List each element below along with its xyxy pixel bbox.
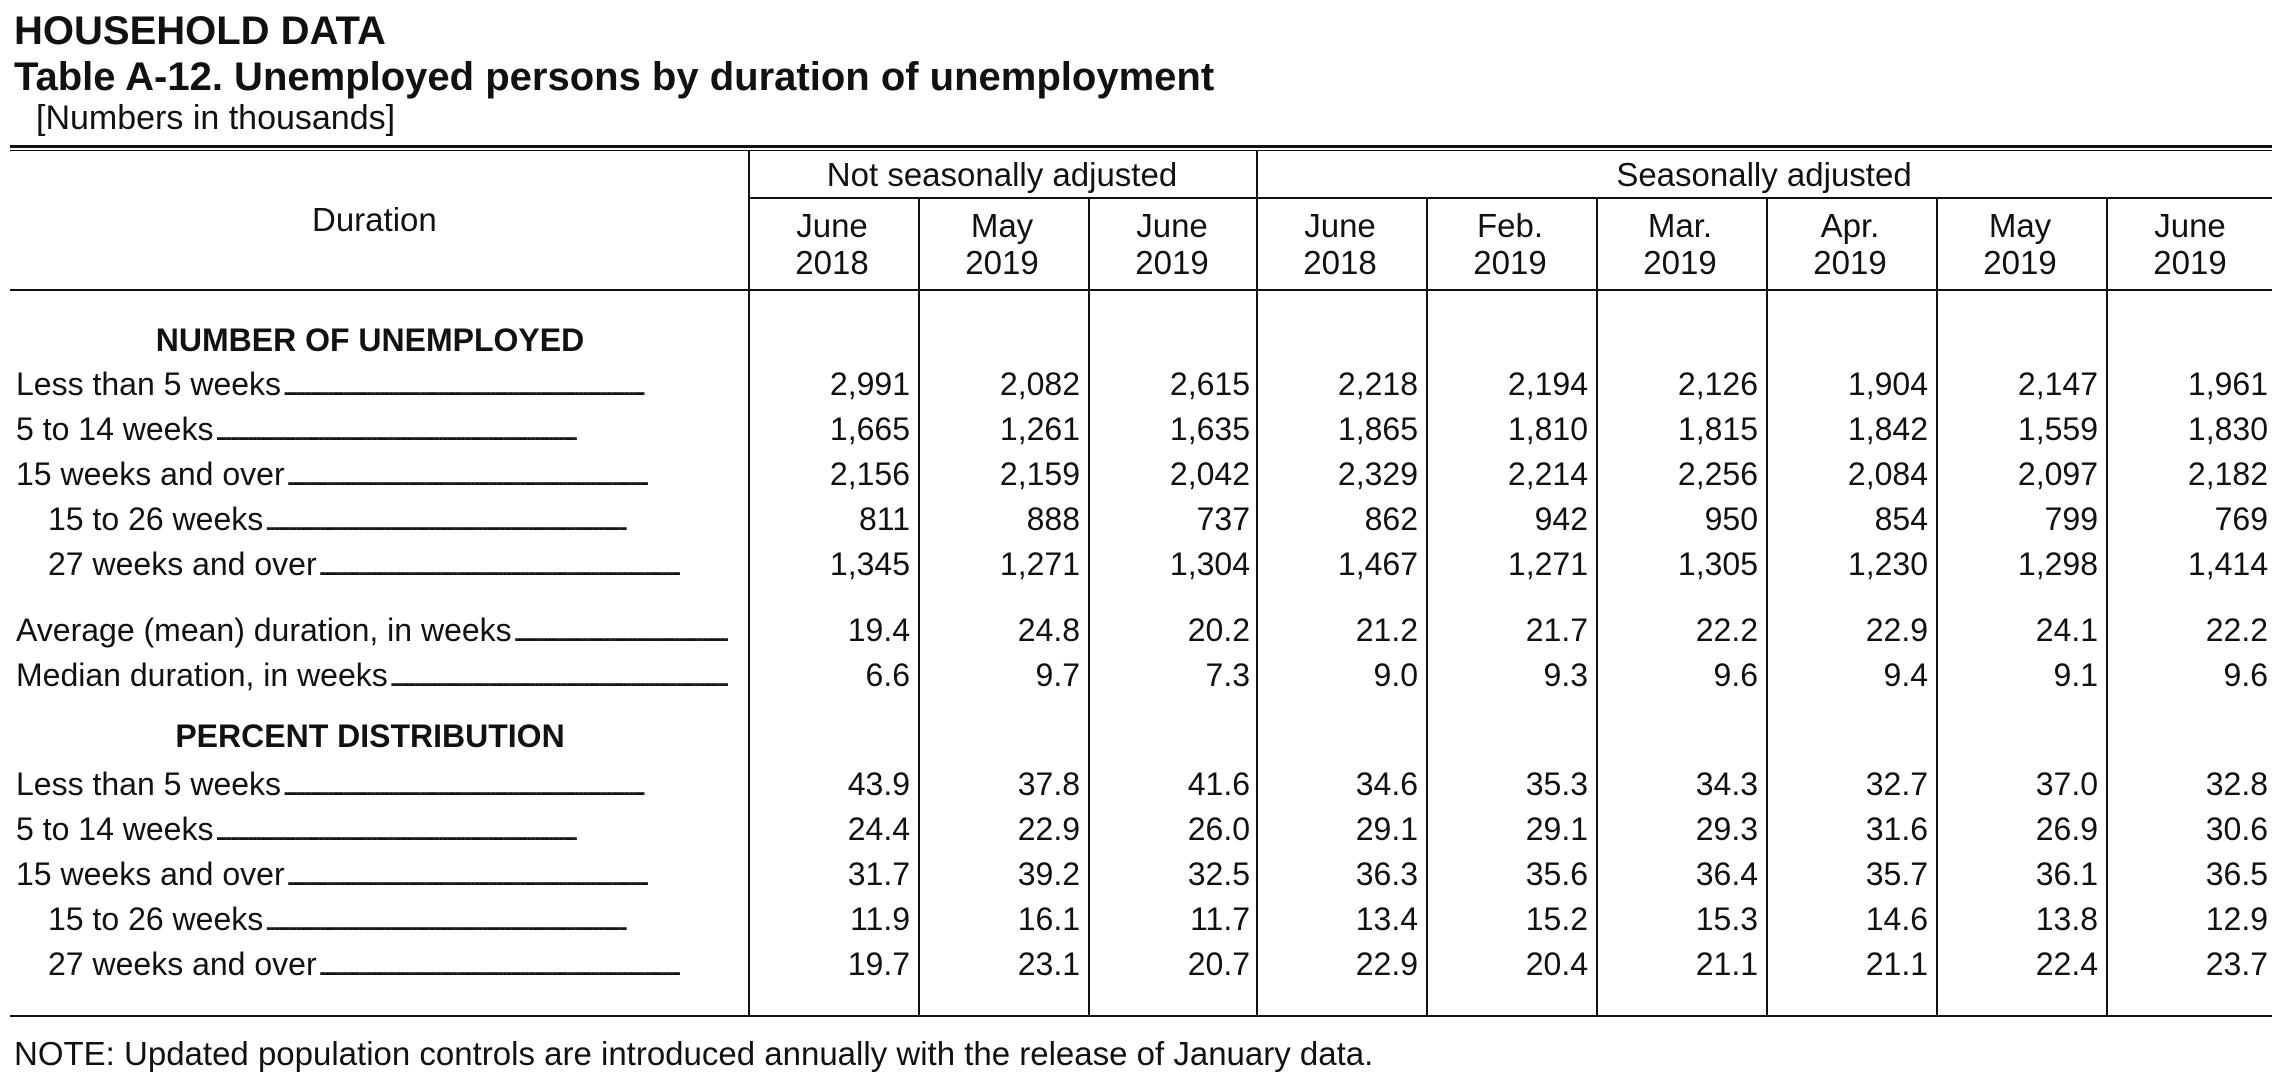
table-cell: 2,991 [829, 366, 910, 402]
table-cell: 36.3 [1355, 856, 1418, 892]
column-header [748, 207, 916, 281]
column-header-year: 2019 [1473, 244, 1547, 281]
table-cell: 22.9 [1355, 946, 1418, 982]
table-row [0, 407, 2272, 451]
table-cell: 39.2 [1017, 856, 1080, 892]
table-cell: 34.3 [1695, 766, 1758, 802]
table-cell: 34.6 [1355, 766, 1418, 802]
table-row [0, 942, 2272, 986]
table-cell: 21.7 [1525, 612, 1588, 648]
table-cell: 2,082 [999, 366, 1080, 402]
column-header [1936, 207, 2104, 281]
table-cell: 811 [858, 501, 910, 537]
table-cell: 11.9 [850, 901, 910, 937]
row-label: 15 to 26 weeks . . . [48, 497, 728, 541]
table-cell: 1,304 [1169, 546, 1250, 582]
table-cell: 1,961 [2187, 366, 2268, 402]
column-header-year: 2019 [1983, 244, 2057, 281]
stub-header: Duration [312, 201, 437, 238]
table-cell: 15.3 [1695, 901, 1758, 937]
column-header-month: June [2154, 207, 2226, 244]
table-cell: 12.9 [2205, 901, 2268, 937]
table-cell: 32.7 [1865, 766, 1928, 802]
table-cell: 1,271 [999, 546, 1080, 582]
row-label: 15 weeks and over . . . [16, 452, 728, 496]
table-cell: 29.1 [1355, 811, 1418, 847]
table-cell: 1,271 [1507, 546, 1588, 582]
row-label: 27 weeks and over . . . [48, 942, 728, 986]
column-header-month: June [1136, 207, 1208, 244]
row-label: Less than 5 weeks . . . [16, 362, 728, 406]
table-cell: 16.1 [1017, 901, 1080, 937]
group-header-sa: Seasonally adjusted [1616, 156, 1912, 193]
table-cell: 1,414 [2187, 546, 2268, 582]
table-cell: 769 [2214, 501, 2268, 537]
row-label: 5 to 14 weeks . . . [16, 407, 728, 451]
table-cell: 1,815 [1677, 411, 1758, 447]
section-number-unemployed: NUMBER OF UNEMPLOYED [155, 322, 585, 358]
table-cell: 9.6 [1713, 657, 1758, 693]
table-cell: 14.6 [1865, 901, 1928, 937]
table-cell: 9.1 [2053, 657, 2098, 693]
table-cell: 37.8 [1017, 766, 1080, 802]
table-cell: 2,126 [1677, 366, 1758, 402]
table-cell: 22.9 [1017, 811, 1080, 847]
column-header-month: June [796, 207, 868, 244]
column-header-month: Apr. [1820, 207, 1880, 244]
table-cell: 20.2 [1187, 612, 1250, 648]
table-cell: 9.3 [1543, 657, 1588, 693]
table-cell: 23.7 [2205, 946, 2268, 982]
table-cell: 1,865 [1337, 411, 1418, 447]
table-cell: 30.6 [2205, 811, 2268, 847]
column-header [1088, 207, 1256, 281]
table-cell: 22.9 [1865, 612, 1928, 648]
table-cell: 2,329 [1337, 456, 1418, 492]
table-cell: 19.4 [847, 612, 910, 648]
table-cell: 31.6 [1865, 811, 1928, 847]
top-rule-thick [10, 145, 2272, 148]
table-row [0, 852, 2272, 896]
table-cell: 1,842 [1847, 411, 1928, 447]
row-label: 15 to 26 weeks . . . [48, 897, 728, 941]
table-cell: 37.0 [2035, 766, 2098, 802]
table-cell: 854 [1874, 501, 1928, 537]
table-cell: 29.1 [1525, 811, 1588, 847]
table-cell: 2,159 [999, 456, 1080, 492]
bottom-rule [10, 1015, 2272, 1017]
table-cell: 1,467 [1337, 546, 1418, 582]
column-header-year: 2019 [965, 244, 1039, 281]
table-cell: 19.7 [847, 946, 910, 982]
column-header-year: 2019 [1813, 244, 1887, 281]
table-cell: 11.7 [1190, 901, 1250, 937]
table-cell: 23.1 [1017, 946, 1080, 982]
table-cell: 36.5 [2205, 856, 2268, 892]
table-cell: 26.0 [1187, 811, 1250, 847]
table-cell: 1,665 [829, 411, 910, 447]
table-cell: 7.3 [1205, 657, 1250, 693]
column-header-month: May [1988, 207, 2052, 244]
table-row [0, 497, 2272, 541]
row-label: 15 weeks and over . . . [16, 852, 728, 896]
column-header [1596, 207, 1764, 281]
table-row [0, 897, 2272, 941]
table-cell: 26.9 [2035, 811, 2098, 847]
row-label: 5 to 14 weeks . . . [16, 807, 728, 851]
section-percent-distribution: PERCENT DISTRIBUTION [175, 718, 565, 754]
table-cell: 24.4 [847, 811, 910, 847]
table-cell: 737 [1196, 501, 1250, 537]
table-cell: 1,559 [2017, 411, 2098, 447]
table-cell: 2,256 [1677, 456, 1758, 492]
table-cell: 29.3 [1695, 811, 1758, 847]
table-cell: 1,635 [1169, 411, 1250, 447]
table-row [0, 608, 2272, 652]
table-cell: 41.6 [1187, 766, 1250, 802]
table-cell: 35.7 [1865, 856, 1928, 892]
table-cell: 36.4 [1695, 856, 1758, 892]
table-cell: 9.4 [1883, 657, 1928, 693]
table-cell: 36.1 [2035, 856, 2098, 892]
table-cell: 24.1 [2035, 612, 2098, 648]
table-cell: 1,298 [2017, 546, 2098, 582]
page-title: HOUSEHOLD DATA [14, 9, 386, 53]
row-label: Average (mean) duration, in weeks . . . [16, 608, 728, 652]
top-rule-thin [10, 150, 2272, 151]
group-header-nsa: Not seasonally adjusted [826, 156, 1178, 193]
table-cell: 6.6 [865, 657, 910, 693]
column-header-year: 2019 [1135, 244, 1209, 281]
group-rule [748, 197, 2272, 199]
table-cell: 2,156 [829, 456, 910, 492]
table-cell: 24.8 [1017, 612, 1080, 648]
table-cell: 1,345 [829, 546, 910, 582]
table-row [0, 762, 2272, 806]
table-cell: 13.8 [2035, 901, 2098, 937]
table-cell: 22.2 [2205, 612, 2268, 648]
table-cell: 20.4 [1525, 946, 1588, 982]
column-header [1426, 207, 1594, 281]
table-row [0, 362, 2272, 406]
table-cell: 2,147 [2017, 366, 2098, 402]
row-label: Median duration, in weeks . . . [16, 653, 728, 697]
table-cell: 22.2 [1695, 612, 1758, 648]
row-label: Less than 5 weeks . . . [16, 762, 728, 806]
column-header [2106, 207, 2272, 281]
table-cell: 2,042 [1169, 456, 1250, 492]
units-note: [Numbers in thousands] [36, 99, 396, 137]
table-cell: 22.4 [2035, 946, 2098, 982]
table-cell: 32.5 [1187, 856, 1250, 892]
table-cell: 888 [1026, 501, 1080, 537]
footnote: NOTE: Updated population controls are introduced annually with the release of January data. [14, 1035, 1374, 1072]
table-cell: 1,230 [1847, 546, 1928, 582]
table-row [0, 452, 2272, 496]
table-cell: 9.0 [1373, 657, 1418, 693]
table-cell: 43.9 [847, 766, 910, 802]
table-cell: 35.3 [1525, 766, 1588, 802]
table-cell: 31.7 [847, 856, 910, 892]
table-row [0, 542, 2272, 586]
table-cell: 942 [1534, 501, 1588, 537]
table-cell: 2,615 [1169, 366, 1250, 402]
row-label: 27 weeks and over . . . [48, 542, 728, 586]
table-cell: 21.1 [1695, 946, 1758, 982]
table-cell: 9.6 [2223, 657, 2268, 693]
table-cell: 13.4 [1355, 901, 1418, 937]
table-cell: 32.8 [2205, 766, 2268, 802]
table-row [0, 653, 2272, 697]
column-header-month: Mar. [1647, 207, 1713, 244]
table-title: Table A-12. Unemployed persons by duration of unemployment [14, 55, 1215, 99]
table-cell: 1,261 [999, 411, 1080, 447]
table-cell: 35.6 [1525, 856, 1588, 892]
column-header-month: May [970, 207, 1034, 244]
header-rule [10, 289, 2272, 291]
table-row [0, 807, 2272, 851]
column-header-month: Feb. [1476, 207, 1544, 244]
table-cell: 2,194 [1507, 366, 1588, 402]
table-cell: 862 [1364, 501, 1418, 537]
column-header [1766, 207, 1934, 281]
column-header-year: 2018 [795, 244, 869, 281]
table-cell: 799 [2044, 501, 2098, 537]
table-cell: 2,097 [2017, 456, 2098, 492]
table-cell: 21.2 [1355, 612, 1418, 648]
table-cell: 1,830 [2187, 411, 2268, 447]
column-header [918, 207, 1086, 281]
column-header-year: 2018 [1303, 244, 1377, 281]
table-cell: 2,084 [1847, 456, 1928, 492]
table-cell: 15.2 [1525, 901, 1588, 937]
table-cell: 9.7 [1035, 657, 1080, 693]
table-cell: 21.1 [1865, 946, 1928, 982]
table-cell: 950 [1704, 501, 1758, 537]
column-header-month: June [1304, 207, 1376, 244]
column-header-year: 2019 [1643, 244, 1717, 281]
table-cell: 2,218 [1337, 366, 1418, 402]
table-cell: 20.7 [1187, 946, 1250, 982]
column-header-year: 2019 [2153, 244, 2227, 281]
table-cell: 1,810 [1507, 411, 1588, 447]
column-header [1256, 207, 1424, 281]
table-cell: 2,182 [2187, 456, 2268, 492]
table-cell: 1,305 [1677, 546, 1758, 582]
table-cell: 1,904 [1847, 366, 1928, 402]
table-cell: 2,214 [1507, 456, 1588, 492]
